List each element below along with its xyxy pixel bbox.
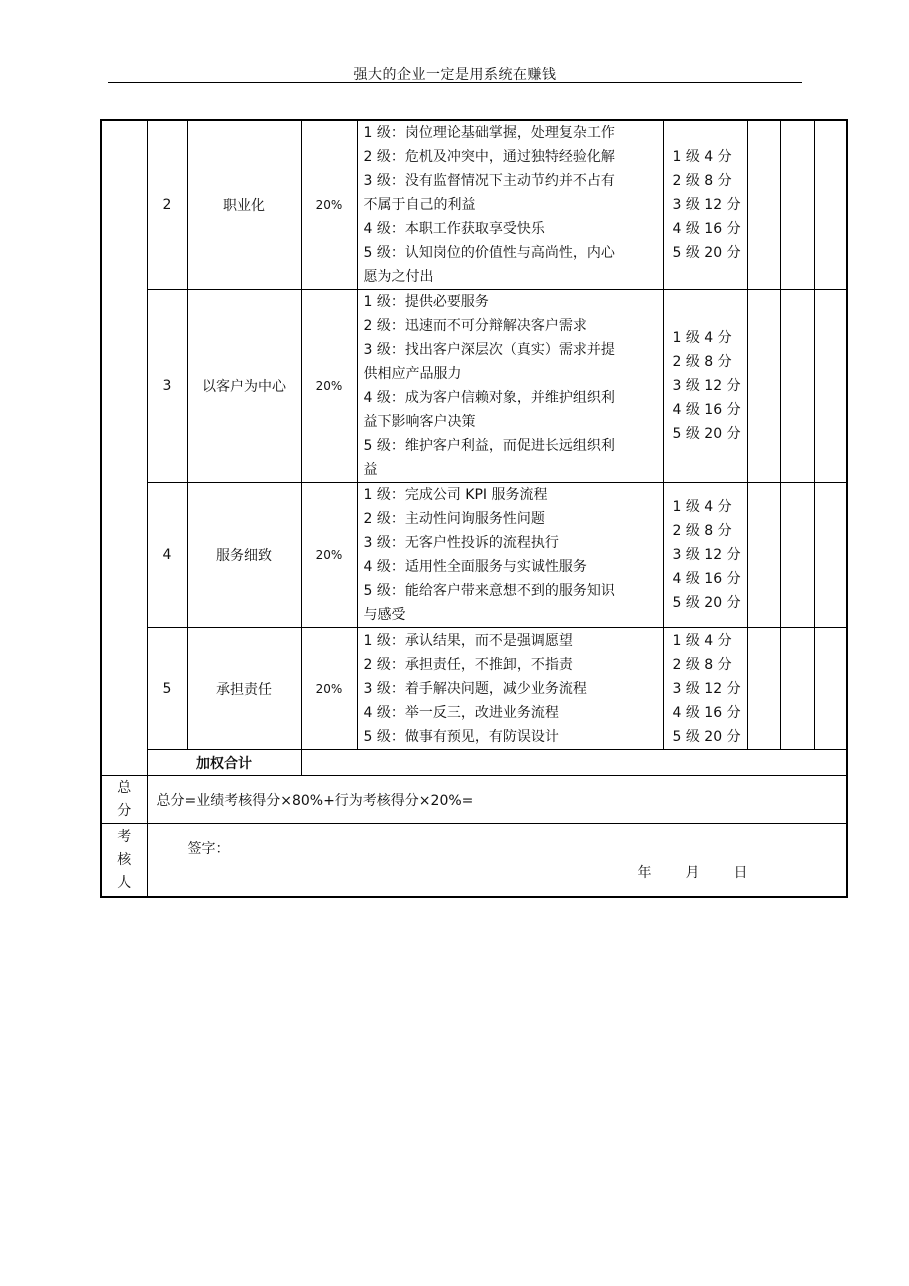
row-weight: 20%	[301, 120, 357, 290]
level-score-line: 2 级 8 分	[672, 354, 732, 370]
reviewer-label-char: 人	[117, 874, 132, 891]
score-cell-manager[interactable]	[780, 483, 814, 628]
behavior-row	[101, 120, 847, 290]
evaluation-table	[100, 119, 848, 898]
total-label-char: 分	[117, 802, 132, 819]
row-weight: 20%	[301, 628, 357, 750]
row-level-descriptions	[357, 290, 663, 483]
reviewer-label	[101, 824, 147, 898]
level-score-line: 4 级 16 分	[672, 704, 741, 721]
row-level-scores	[663, 628, 747, 750]
reviewer-row	[101, 824, 847, 898]
level-description-line: 1 级：完成公司 KPI 服务流程	[363, 487, 548, 503]
level-score-line: 5 级 20 分	[672, 728, 741, 745]
level-description-line: 2 级：承担责任，不推卸，不指责	[363, 656, 573, 673]
date-day: 日	[733, 865, 748, 881]
row-level-descriptions	[357, 628, 663, 750]
score-cell-final[interactable]	[814, 628, 847, 750]
row-level-scores	[663, 483, 747, 628]
level-description-line: 益	[363, 462, 378, 478]
total-score-label	[101, 776, 147, 824]
level-score-line: 1 级 4 分	[672, 499, 732, 515]
level-score-line: 5 级 20 分	[672, 595, 741, 611]
page-header-title: 强大的企业一定是用系统在赚钱	[353, 67, 557, 83]
date-year: 年	[637, 865, 652, 881]
header-rule	[108, 82, 802, 83]
weighted-total-value	[301, 750, 847, 776]
row-number: 3	[147, 290, 187, 483]
row-number: 5	[147, 628, 187, 750]
row-number: 4	[147, 483, 187, 628]
level-description-line: 益下影响客户决策	[363, 414, 476, 430]
level-description-line: 4 级：成为客户信赖对象，并维护组织利	[363, 390, 615, 406]
score-cell-final[interactable]	[814, 290, 847, 483]
level-description-line: 与感受	[363, 607, 406, 623]
row-level-scores	[663, 290, 747, 483]
date-fields	[638, 862, 748, 882]
row-item-name: 服务细致	[187, 483, 301, 628]
total-formula: 总分=业绩考核得分×80%+行为考核得分×20%=	[147, 776, 847, 824]
score-cell-self[interactable]	[747, 290, 780, 483]
level-score-line: 4 级 16 分	[672, 571, 741, 587]
level-description-line: 2 级：主动性问询服务性问题	[363, 511, 545, 527]
level-description-line: 1 级：承认结果，而不是强调愿望	[363, 632, 573, 649]
behavior-row	[101, 628, 847, 750]
level-score-line: 1 级 4 分	[672, 330, 732, 346]
level-score-line: 1 级 4 分	[672, 149, 732, 165]
level-description-line: 2 级：迅速而不可分辩解决客户需求	[363, 318, 587, 334]
level-description-line: 4 级：适用性全面服务与实诚性服务	[363, 559, 587, 575]
level-description-line: 4 级：本职工作获取享受快乐	[363, 221, 545, 237]
total-score-row	[101, 776, 847, 824]
score-cell-manager[interactable]	[780, 628, 814, 750]
score-cell-manager[interactable]	[780, 290, 814, 483]
row-level-descriptions	[357, 120, 663, 290]
behavior-row	[101, 290, 847, 483]
level-description-line: 5 级：认知岗位的价值性与高尚性，内心	[363, 245, 615, 261]
level-description-line: 1 级：岗位理论基础掌握，处理复杂工作	[363, 125, 615, 141]
reviewer-label-char: 核	[117, 851, 132, 868]
score-cell-final[interactable]	[814, 483, 847, 628]
level-description-line: 2 级：危机及冲突中，通过独特经验化解	[363, 149, 615, 165]
level-score-line: 3 级 12 分	[672, 378, 741, 394]
signature-label: 签字：	[187, 841, 230, 857]
row-weight: 20%	[301, 290, 357, 483]
level-description-line: 5 级：能给客户带来意想不到的服务知识	[363, 583, 615, 599]
score-cell-self[interactable]	[747, 120, 780, 290]
row-item-name: 职业化	[187, 120, 301, 290]
level-description-line: 4 级：举一反三，改进业务流程	[363, 704, 559, 721]
score-cell-final[interactable]	[814, 120, 847, 290]
behavior-row	[101, 483, 847, 628]
level-score-line: 3 级 12 分	[672, 197, 741, 213]
level-score-line: 2 级 8 分	[672, 656, 732, 673]
level-score-line: 4 级 16 分	[672, 402, 741, 418]
level-score-line: 5 级 20 分	[672, 245, 741, 261]
row-number: 2	[147, 120, 187, 290]
section-side-cell	[101, 120, 147, 750]
weighted-total-row	[101, 750, 847, 776]
level-description-line: 3 级：无客户性投诉的流程执行	[363, 535, 559, 551]
level-description-line: 3 级：找出客户深层次（真实）需求并提	[363, 342, 615, 358]
score-cell-self[interactable]	[747, 628, 780, 750]
row-weight: 20%	[301, 483, 357, 628]
row-item-name: 以客户为中心	[187, 290, 301, 483]
level-score-line: 1 级 4 分	[672, 632, 732, 649]
level-description-line: 5 级：维护客户利益，而促进长远组织利	[363, 438, 615, 454]
level-description-line: 不属于自己的利益	[363, 197, 476, 213]
signature-area[interactable]	[147, 824, 847, 898]
weighted-total-label: 加权合计	[147, 750, 301, 776]
level-description-line: 3 级：着手解决问题，减少业务流程	[363, 680, 587, 697]
level-score-line: 3 级 12 分	[672, 547, 741, 563]
reviewer-label-char: 考	[117, 828, 132, 845]
row-level-descriptions	[357, 483, 663, 628]
level-score-line: 2 级 8 分	[672, 523, 732, 539]
level-description-line: 3 级：没有监督情况下主动节约并不占有	[363, 173, 615, 189]
row-level-scores	[663, 120, 747, 290]
level-score-line: 5 级 20 分	[672, 426, 741, 442]
level-description-line: 愿为之付出	[363, 269, 434, 285]
date-month: 月	[685, 865, 700, 881]
row-item-name: 承担责任	[187, 628, 301, 750]
level-score-line: 2 级 8 分	[672, 173, 732, 189]
level-score-line: 4 级 16 分	[672, 221, 741, 237]
score-cell-manager[interactable]	[780, 120, 814, 290]
score-cell-self[interactable]	[747, 483, 780, 628]
total-label-char: 总	[117, 779, 132, 796]
level-description-line: 5 级：做事有预见，有防误设计	[363, 728, 559, 745]
level-description-line: 供相应产品服力	[363, 366, 462, 382]
level-score-line: 3 级 12 分	[672, 680, 741, 697]
section-side-cell	[101, 750, 147, 776]
level-description-line: 1 级：提供必要服务	[363, 294, 489, 310]
